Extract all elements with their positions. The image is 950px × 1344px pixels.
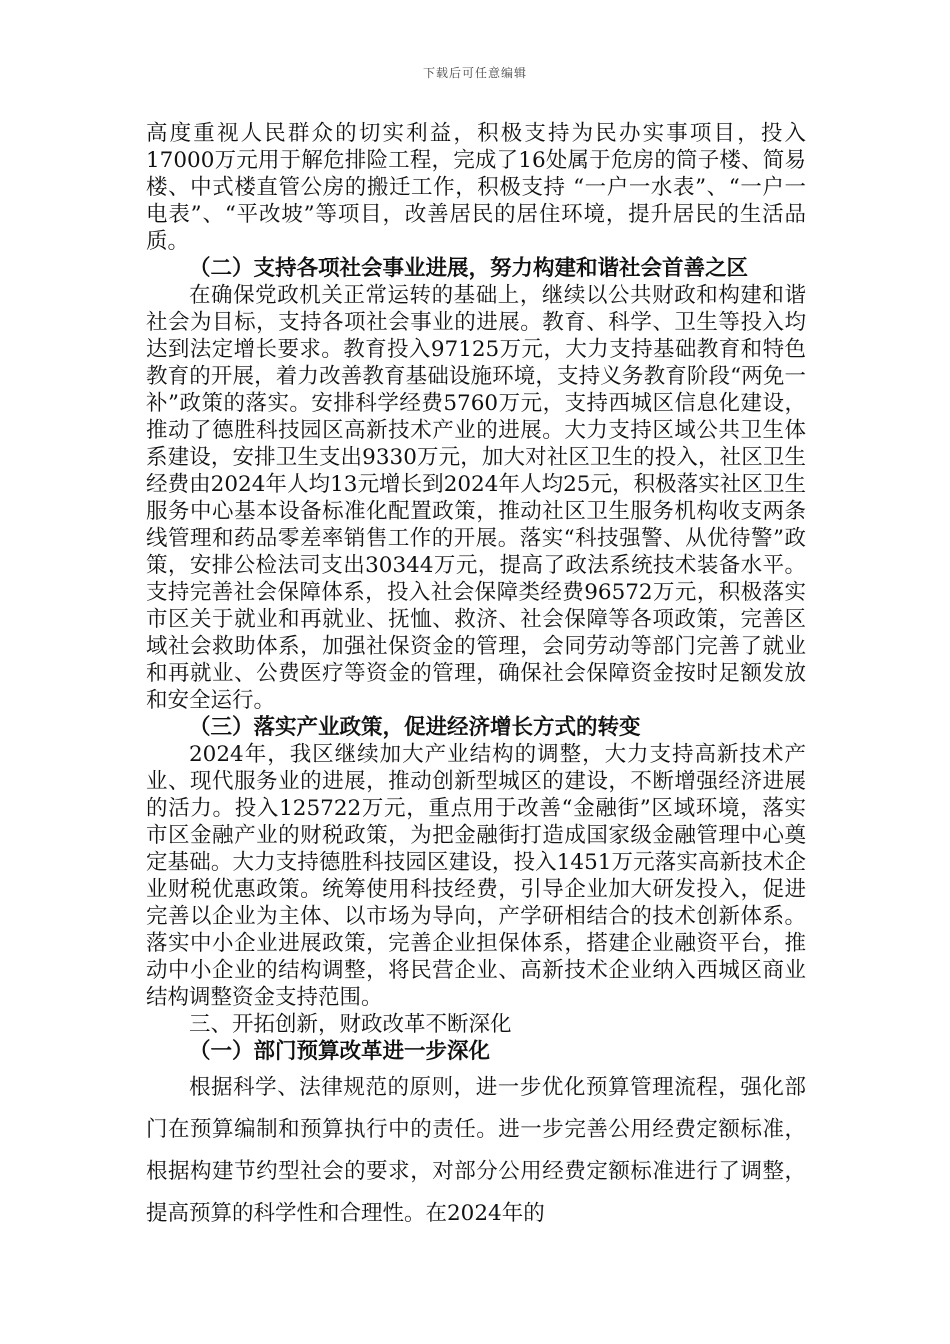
heading-fiscal-reform: 三、开拓创新，财政改革不断深化 [189,1012,512,1037]
paragraph-housing: 高度重视人民群众的切实利益，积极支持为民办实事项目，投入17000万元用于解危排险工程，完成了16处属于危房的筒子楼、简易楼、中式楼直管公房的搬迁工作，积极支持 “一户一水表”、“一户一电表”、“平改坡”等项目，改善居民的居住环境，提升居民的生活品质。 [146,121,806,254]
paragraph-department-budget: 根据科学、法律规范的原则，进一步优化预算管理流程，强化部门在预算编制和预算执行中的责任。进一步完善公用经费定额标准，根据构建节约型社会的要求，对部分公用经费定额标准进行了调整，提高预算的科学性和合理性。在2024年的 [146,1075,806,1226]
heading-industry-policy: （三）落实产业政策，促进经济增长方式的转变 [189,715,641,740]
heading-department-budget: （一）部门预算改革进一步深化 [189,1039,491,1064]
page-header: 下载后可任意编辑 [422,66,527,80]
heading-social-undertakings: （二）支持各项社会事业进展，努力构建和谐社会首善之区 [189,256,749,281]
paragraph-industry-policy: 2024年，我区继续加大产业结构的调整，大力支持高新技术产业、现代服务业的进展，推动创新型城区的建设，不断增强经济进展的活力。投入125722万元，重点用于改善“金融街”区域环境，落实市区金融产业的财税政策，为把金融街打造成国家级金融管理中心奠定基础。大力支持德胜科技园区建设，投入1451万元落实高新技术企业财税优惠政策。统筹使用科技经费，引导企业加大研发投入，促进完善以企业为主体、以市场为导向，产学研相结合的技术创新体系。落实中小企业进展政策，完善企业担保体系，搭建企业融资平台，推动中小企业的结构调整，将民营企业、高新技术企业纳入西城区商业结构调整资金支持范围。 [146,742,806,1010]
document-body [146,120,806,1235]
paragraph-social-undertakings: 在确保党政机关正常运转的基础上，继续以公共财政和构建和谐社会为目标，支持各项社会事业的进展。教育、科学、卫生等投入均达到法定增长要求。教育投入97125万元，大力支持基础教育和特色教育的开展，着力改善教育基础设施环境，支持义务教育阶段“两免一补”政策的落实。安排科学经费5760万元，支持西城区信息化建设，推动了德胜科技园区高新技术产业的进展。大力支持区域公共卫生体系建设，安排卫生支出9330万元，加大对社区卫生的投入，社区卫生经费由2024年人均13元增长到2024年人均25元，积极落实社区卫生服务中心基本设备标准化配置政策，推动社区卫生服务机构收支两条线管理和药品零差率销售工作的开展。落实“科技强警、从优待警”政策，安排公检法司支出30344万元，提高了政法系统技术装备水平。支持完善社会保障体系，投入社会保障类经费96572万元，积极落实市区关于就业和再就业、抚恤、救济、社会保障等各项政策，完善区域社会救助体系，加强社保资金的管理，会同劳动等部门完善了就业和再就业、公费医疗等资金的管理，确保社会保障资金按时足额发放和安全运行。 [146,283,806,713]
